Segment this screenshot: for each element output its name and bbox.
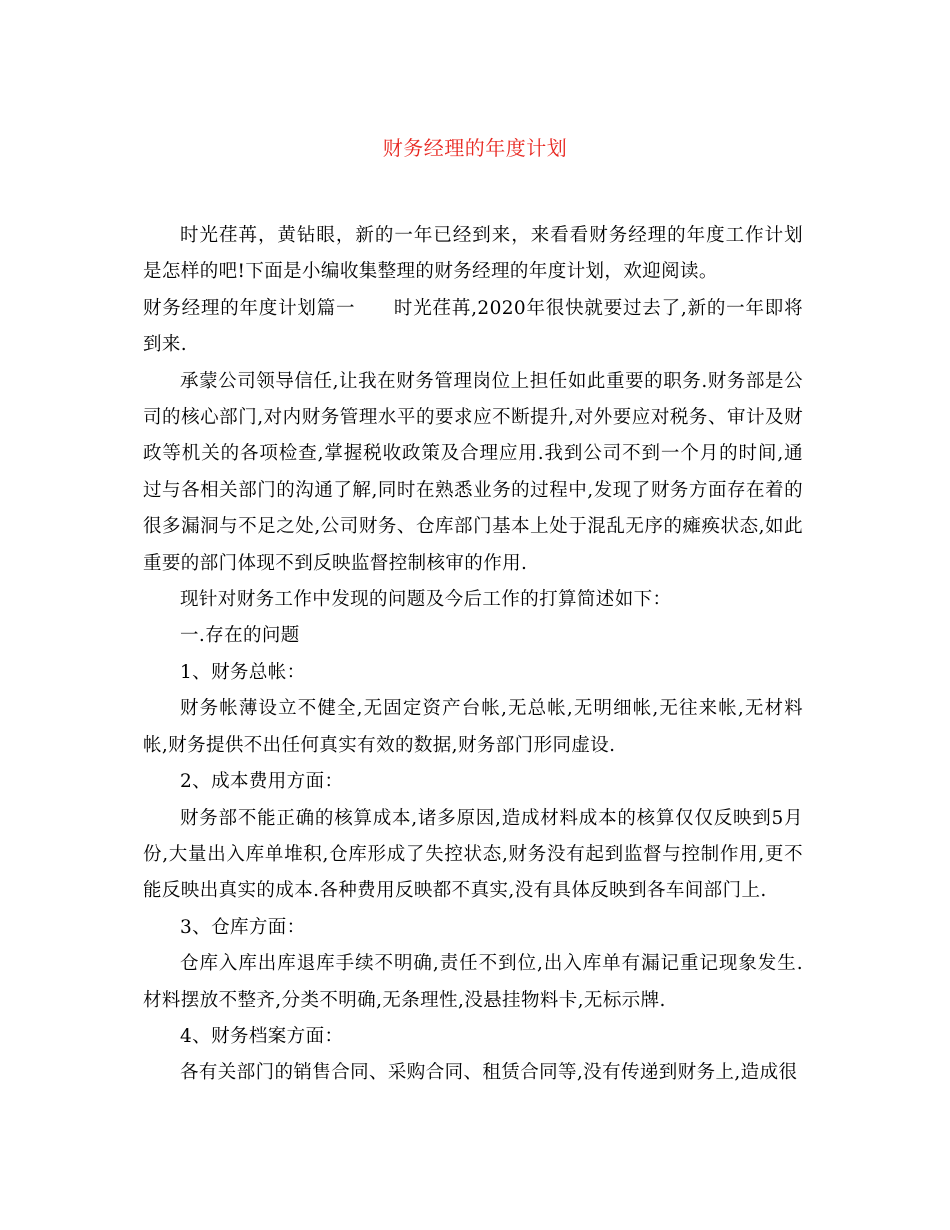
body-paragraph: 3、仓库方面： bbox=[180, 916, 306, 938]
body-paragraph: 财务部不能正确的核算成本,诸多原因,造成材料成本的核算仅仅反映到5月份,大量出入库单堆积,仓库形成了失控状态,财务没有起到监督与控制作用,更不能反映出真实的成本.各种费用反映都不真实,没有具体反映到各车间部门上. bbox=[143, 807, 803, 902]
body-paragraph: 时光荏苒，黄钻眼，新的一年已经到来，来看看财务经理的年度工作计划是怎样的吧!下面是小编收集整理的财务经理的年度计划，欢迎阅读。 bbox=[143, 225, 803, 283]
document-body bbox=[143, 218, 803, 1092]
body-paragraph: 1、财务总帐： bbox=[180, 661, 306, 683]
body-paragraph: 财务帐薄设立不健全,无固定资产台帐,无总帐,无明细帐,无往来帐,无材料帐,财务提供不出任何真实有效的数据,财务部门形同虚设. bbox=[143, 698, 803, 756]
body-paragraph: 承蒙公司领导信任,让我在财务管理岗位上担任如此重要的职务.财务部是公司的核心部门,对内财务管理水平的要求应不断提升,对外要应对税务、审计及财政等机关的各项检查,掌握税收政策及合理应用.我到公司不到一个月的时间,通过与各相关部门的沟通了解,同时在熟悉业务的过程中,发现了财务方面存在着的很多漏洞与不足之处,公司财务、仓库部门基本上处于混乱无序的瘫痪状态,如此重要的部门体现不到反映监督控制核审的作用. bbox=[143, 370, 803, 574]
document-title: 财务经理的年度计划 bbox=[382, 136, 568, 160]
body-paragraph: 4、财务档案方面： bbox=[180, 1025, 344, 1047]
body-paragraph: 一.存在的问题 bbox=[180, 625, 300, 647]
body-paragraph: 仓库入库出库退库手续不明确,责任不到位,出入库单有漏记重记现象发生.材料摆放不整齐,分类不明确,无条理性,没悬挂物料卡,无标示牌. bbox=[143, 953, 803, 1011]
body-paragraph: 2、成本费用方面： bbox=[180, 771, 344, 793]
body-paragraph: 财务经理的年度计划篇一 时光荏苒,2020年很快就要过去了,新的一年即将到来. bbox=[143, 297, 803, 356]
body-paragraph: 各有关部门的销售合同、采购合同、租赁合同等,没有传递到财务上,造成很 bbox=[180, 1062, 798, 1084]
body-paragraph: 现针对财务工作中发现的问题及今后工作的打算简述如下： bbox=[180, 589, 672, 611]
